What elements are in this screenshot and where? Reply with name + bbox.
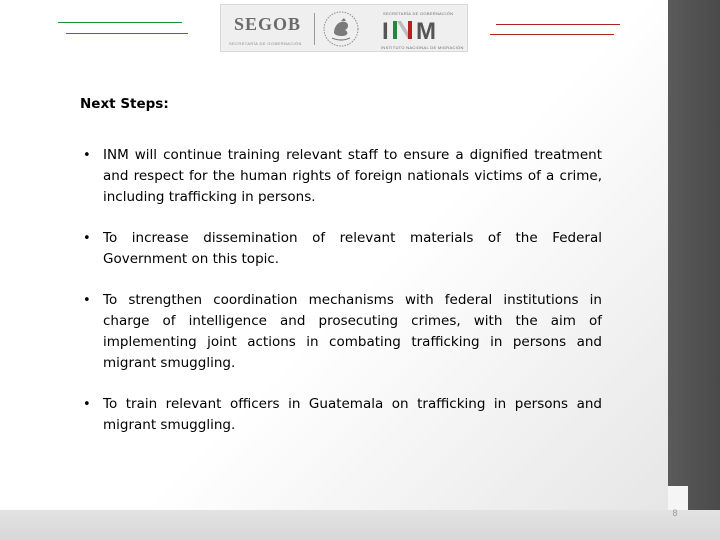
bullet-text: To strengthen coordination mechanisms with federal institutions in charge of intelligence and prosecuting crimes, with the aim of implementing joint actions in combating trafficking in persons and migrant smuggling.: [103, 292, 602, 371]
red-rule-top: [496, 24, 620, 25]
svg-text:M: M: [416, 18, 436, 42]
green-rule-top: [58, 22, 182, 23]
inm-logo-mark: [380, 18, 466, 42]
bullet-list: [80, 145, 602, 456]
page-number: 8: [672, 508, 678, 518]
bullet-icon: •: [83, 397, 91, 412]
right-side-bar: [668, 0, 720, 510]
list-item: [80, 145, 602, 208]
slide-corner: [668, 486, 688, 510]
mexico-eagle-seal-icon: [320, 9, 362, 49]
bullet-icon: •: [83, 293, 91, 308]
list-item: [80, 228, 602, 270]
inm-logo-top-text: SECRETARÍA DE GOBERNACIÓN: [383, 11, 454, 16]
bullet-text: INM will continue training relevant staff to ensure a dignified treatment and respect for the human rights of foreign nationals victims of a crime, including trafficking in persons.: [103, 147, 602, 205]
list-item: [80, 290, 602, 374]
bullet-icon: •: [83, 148, 91, 163]
bullet-text: To train relevant officers in Guatemala on trafficking in persons and migrant smuggling.: [103, 396, 602, 433]
segob-logo-subtitle: SECRETARÍA DE GOBERNACIÓN: [229, 41, 302, 46]
segob-logo-text: SEGOB: [234, 14, 302, 34]
inm-logo-subtitle: INSTITUTO NACIONAL DE MIGRACIÓN: [381, 45, 464, 50]
bullet-icon: •: [83, 231, 91, 246]
logo-divider: [314, 13, 315, 45]
bullet-text: To increase dissemination of relevant materials of the Federal Government on this topic.: [103, 230, 602, 267]
list-item: [80, 394, 602, 436]
bottom-bar: [0, 510, 720, 540]
red-rule-bottom: [490, 34, 614, 35]
green-rule-bottom: [66, 33, 188, 34]
svg-text:I: I: [382, 18, 389, 42]
header-logo-block: [220, 4, 468, 52]
slide-heading: Next Steps:: [80, 96, 169, 112]
